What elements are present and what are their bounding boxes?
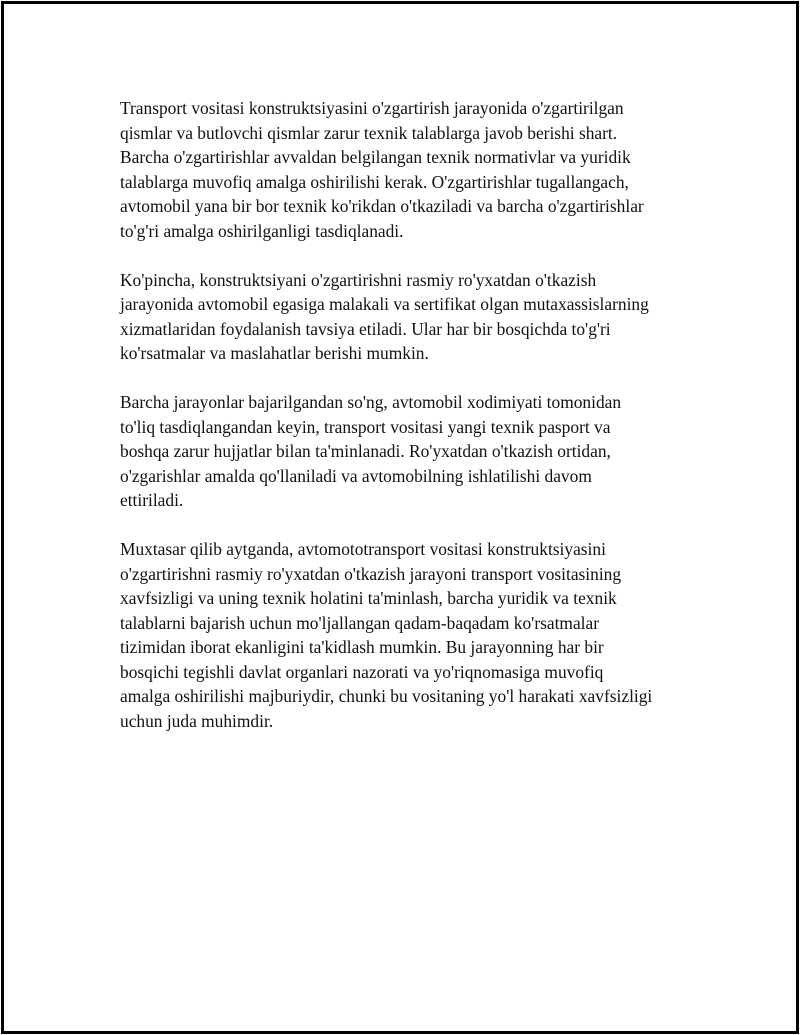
paragraph-2: Ko'pincha, konstruktsiyani o'zgartirishni rasmiy ro'yxatdan o'tkazish jarayonida avtomobil egasiga malakali va sertifikat olgan mutaxassislarning xizmatlaridan foydalanish tavsiya etiladi. Ular har bir bosqichda to'g'ri ko'rsatmalar va maslahatlar berishi mumkin. xyxy=(120,269,649,363)
document-body xyxy=(120,96,696,758)
paragraph-1: Transport vositasi konstruktsiyasini o'zgartirish jarayonida o'zgartirilgan qismlar va butlovchi qismlar zarur texnik talablarga javob berishi shart. Barcha o'zgartirishlar avvaldan belgilangan texnik normativlar va yuridik talablarga muvofiq amalga oshirilishi kerak. O'zgartirishlar tugallangach, avtomobil yana bir bor texnik ko'rikdan o'tkaziladi va barcha o'zgartirishlar to'g'ri amalga oshirilganligi tasdiqlanadi. xyxy=(120,98,644,241)
paragraph-3: Barcha jarayonlar bajarilgandan so'ng, avtomobil xodimiyati tomonidan to'liq tasdiqlangandan keyin, transport vositasi yangi texnik pasport va boshqa zarur hujjatlar bilan ta'minlanadi. Ro'yxatdan o'tkazish ortidan, o'zgarishlar amalda qo'llaniladi va avtomobilning ishlatilishi davom ettiriladi. xyxy=(120,392,622,510)
paragraph-4: Muxtasar qilib aytganda, avtomototransport vositasi konstruktsiyasini o'zgartirishni rasmiy ro'yxatdan o'tkazish jarayoni transport vositasining xavfsizligi va uning texnik holatini ta'minlash, barcha yuridik va texnik talablarni bajarish uchun mo'ljallangan qadam-baqadam ko'rsatmalar tizimidan iborat ekanligini ta'kidlash mumkin. Bu jarayonning har bir bosqichi tegishli davlat organlari nazorati va yo'riqnomasiga muvofiq amalga oshirilishi majburiydir, chunki bu vositaning yo'l harakati xavfsizligi uchun juda muhimdir. xyxy=(120,539,653,731)
page-frame xyxy=(1,1,799,1034)
